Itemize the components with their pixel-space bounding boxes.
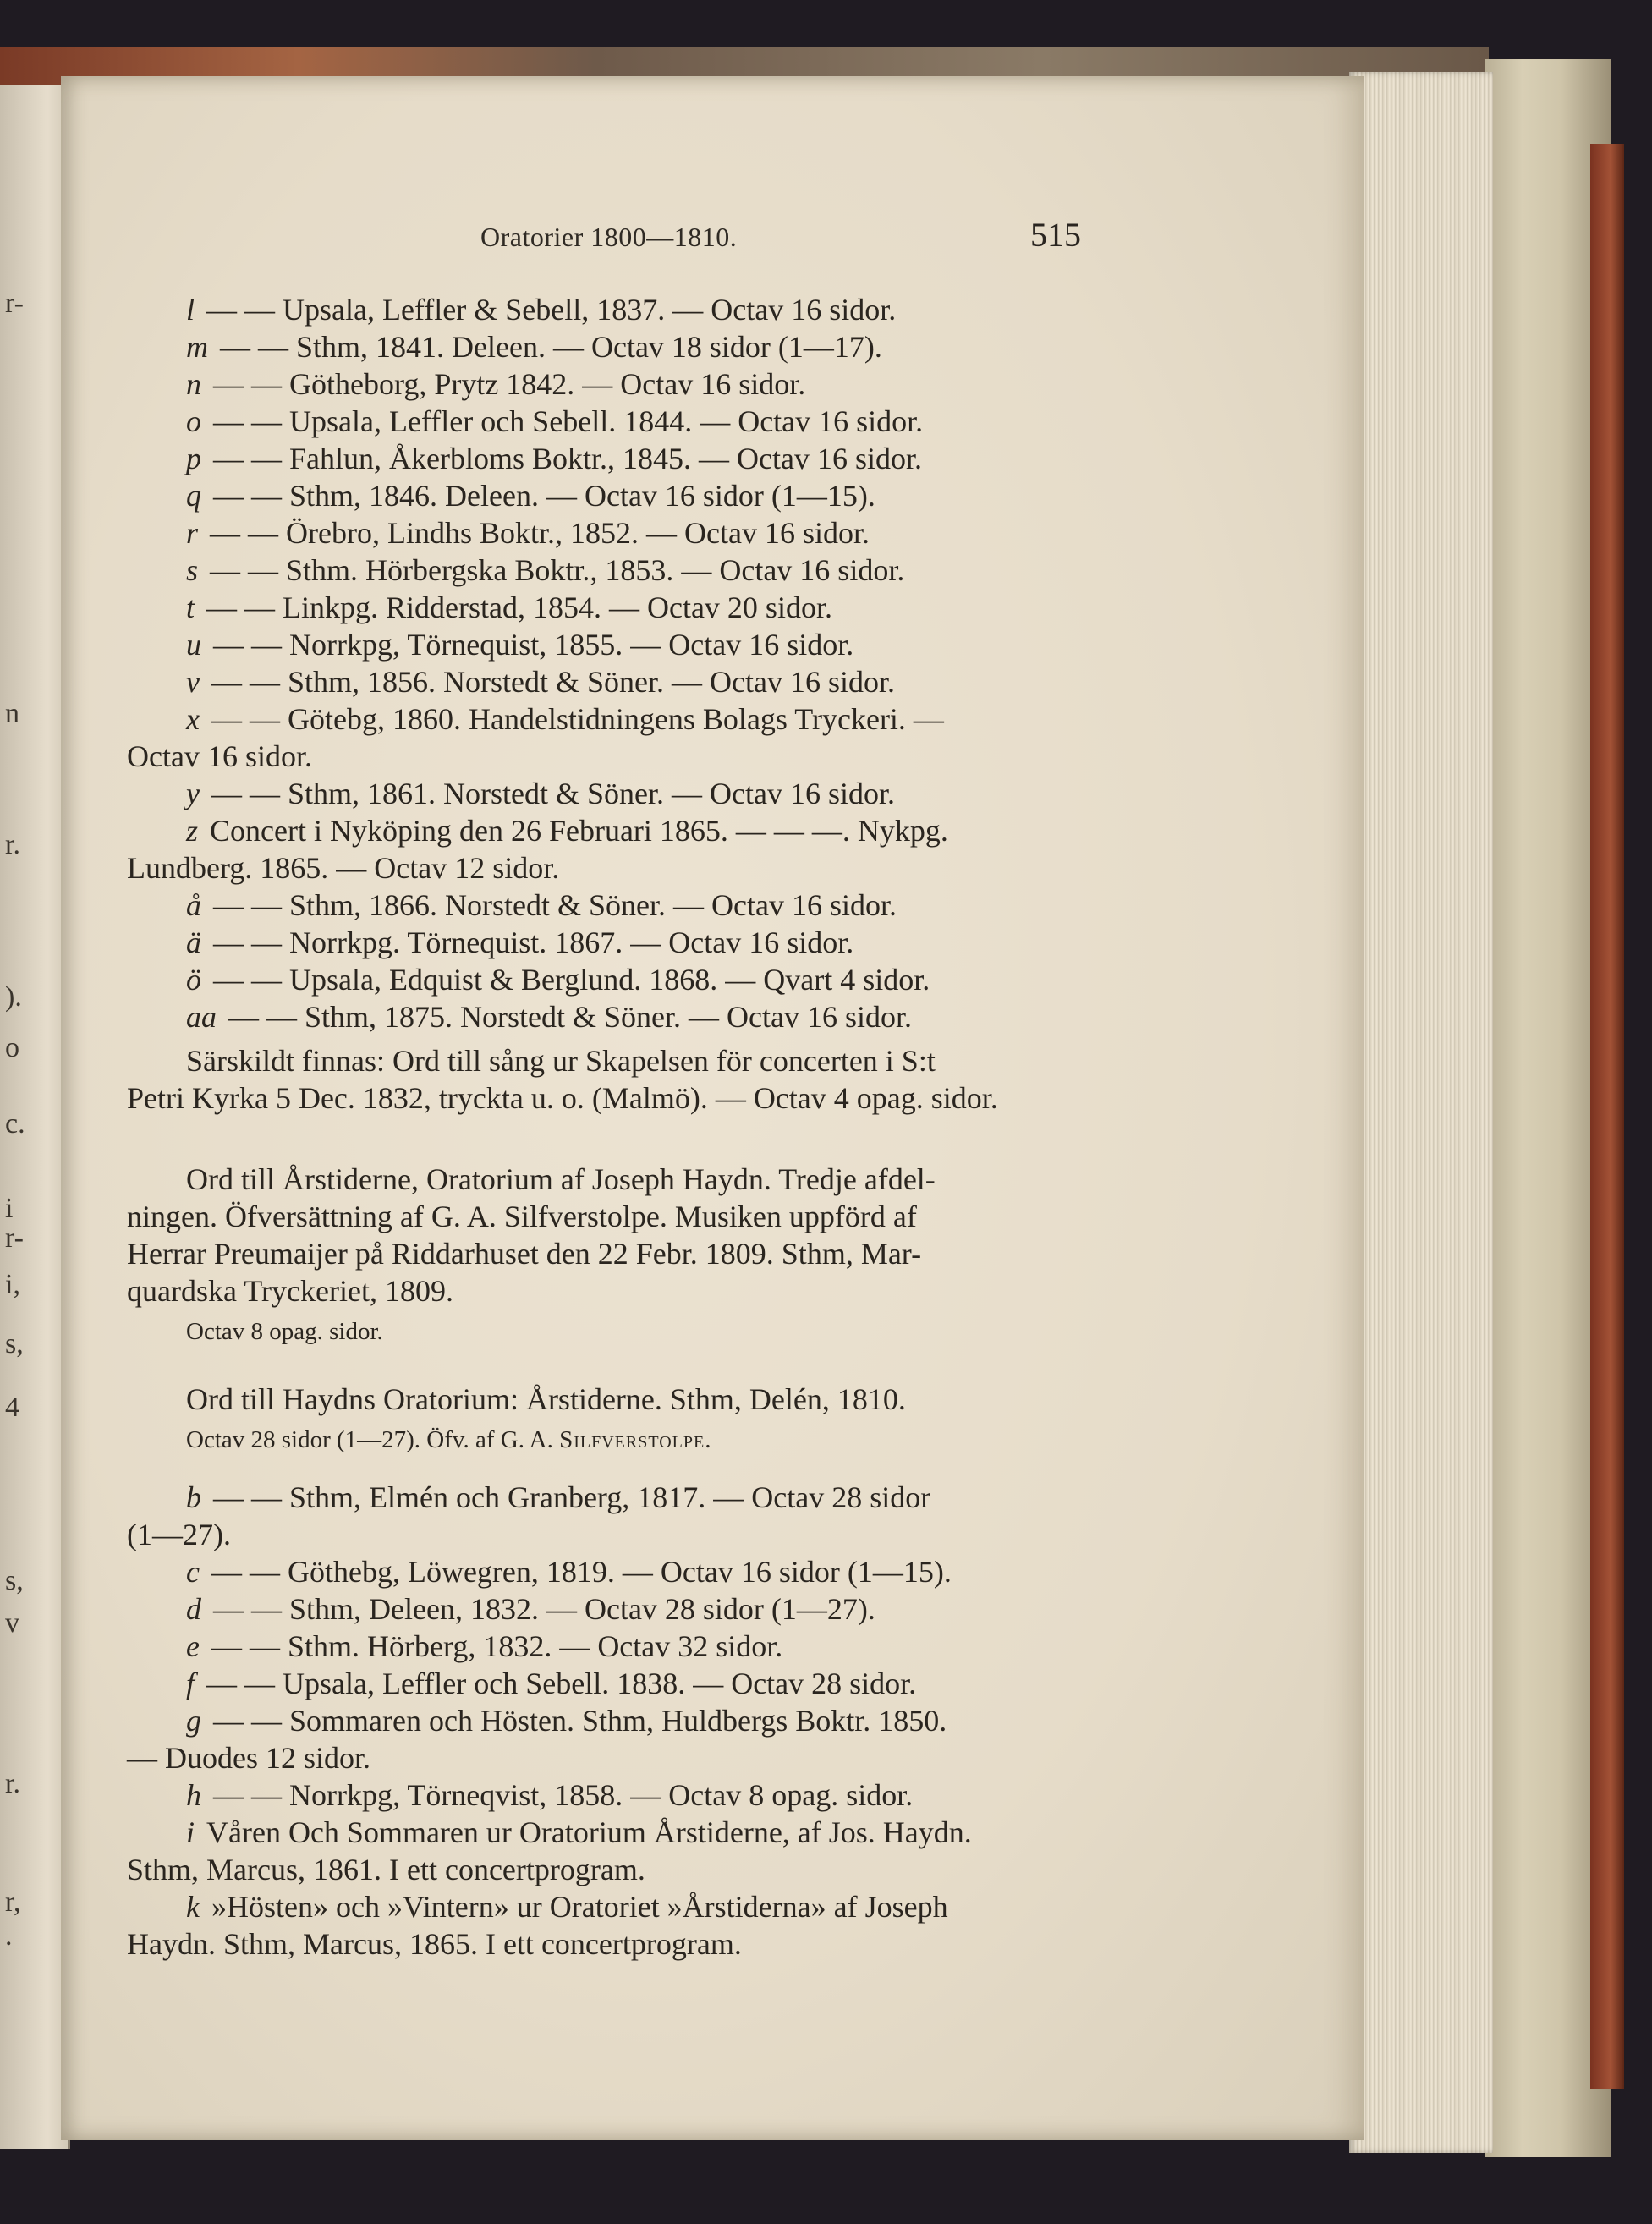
entry-letter: y: [186, 777, 200, 810]
left-page-fragment: r.: [5, 829, 20, 860]
entry-letter: k: [186, 1890, 200, 1924]
entry-text: — — Göthebg, Löwegren, 1819. — Octav 16 sidor (1—15).: [211, 1555, 952, 1589]
list-item: [186, 406, 923, 437]
entry-letter: z: [186, 814, 199, 848]
entry-letter: m: [186, 330, 208, 364]
list-item-continuation: [127, 1743, 370, 1773]
entry-text: (1—27).: [127, 1518, 231, 1551]
entry-text: — — Upsala, Edquist & Berglund. 1868. — Qvart 4 sidor.: [213, 963, 930, 997]
entry-letter: n: [186, 367, 201, 401]
left-page-fragment: r.: [5, 1768, 20, 1799]
list-item: [186, 332, 882, 362]
entry-text: Sthm, Marcus, 1861. I ett concertprogram.: [127, 1853, 645, 1886]
entry-text: — — Sthm, 1861. Norstedt & Söner. — Octav 16 sidor.: [211, 777, 895, 810]
entry-text: — — Sthm, 1856. Norstedt & Söner. — Octav 16 sidor.: [211, 665, 895, 699]
list-item-continuation: [127, 1929, 742, 1959]
entry-title: Ord till Årstiderne, Oratorium af Joseph Haydn. Tredje afdel-: [186, 1162, 936, 1196]
list-item-continuation: [127, 741, 312, 772]
list-item: [186, 294, 896, 325]
entry-text: — — Upsala, Leffler & Sebell, 1837. — Octav 16 sidor.: [206, 293, 897, 327]
entry-text: — — Örebro, Lindhs Boktr., 1852. — Octav 16 sidor.: [210, 516, 870, 550]
entry-text: — — Sommaren och Hösten. Sthm, Huldbergs Boktr. 1850.: [213, 1704, 947, 1738]
left-page-fragment: o: [5, 1032, 19, 1063]
entry-text: — — Norrkpg. Törnequist. 1867. — Octav 16 sidor.: [213, 925, 854, 959]
entry-letter: i: [186, 1815, 195, 1849]
entry-text: — — Norrkpg, Törnequist, 1855. — Octav 16 sidor.: [213, 628, 854, 662]
left-page-fragment: .: [5, 1920, 13, 1952]
entry-text: — — Götheborg, Prytz 1842. — Octav 16 sidor.: [213, 367, 806, 401]
left-page-fragment: ).: [5, 981, 22, 1013]
entry-text: — — Norrkpg, Törneqvist, 1858. — Octav 8 opag. sidor.: [213, 1778, 914, 1812]
entry-letter: f: [186, 1667, 195, 1700]
entry-text: Lundberg. 1865. — Octav 12 sidor.: [127, 851, 560, 885]
entry-text: — — Fahlun, Åkerbloms Boktr., 1845. — Octav 16 sidor.: [213, 442, 922, 475]
entry-letter: v: [186, 665, 200, 699]
entry-text: — — Götebg, 1860. Handelstidningens Bolags Tryckeri. —: [211, 702, 944, 736]
entry-note: Octav 8 opag. sidor.: [186, 1318, 383, 1345]
list-item: [186, 629, 853, 660]
entry-letter: t: [186, 590, 195, 624]
left-page-fragment: n: [5, 698, 19, 729]
entry-letter: b: [186, 1480, 201, 1514]
entry-text: — — Sthm, Deleen, 1832. — Octav 28 sidor (1—27).: [213, 1592, 875, 1626]
entry-letter: e: [186, 1629, 200, 1663]
entry-letter: c: [186, 1555, 200, 1589]
page-number: 515: [1030, 216, 1081, 254]
entry-text: — — Sthm. Hörbergska Boktr., 1853. — Octav 16 sidor.: [210, 553, 905, 587]
left-page-fragment: r-: [5, 288, 24, 319]
entry-text: — — Linkpg. Ridderstad, 1854. — Octav 20 sidor.: [206, 590, 832, 624]
left-page-fragment: c.: [5, 1108, 25, 1139]
entry-title: ningen. Öfversättning af G. A. Silfverstolpe. Musiken uppförd af: [127, 1200, 917, 1233]
entry-letter: l: [186, 293, 195, 327]
left-page-fragment: i,: [5, 1269, 20, 1300]
list-item: [186, 480, 875, 511]
entry-text: — — Sthm, Elmén och Granberg, 1817. — Octav 28 sidor: [213, 1480, 931, 1514]
entry-letter: r: [186, 516, 199, 550]
left-page-fragment: r,: [5, 1886, 21, 1918]
translator-name: Silfverstolpe.: [559, 1426, 712, 1453]
list-item: [186, 1817, 972, 1848]
special-note: Petri Kyrka 5 Dec. 1832, tryckta u. o. (Malmö). — Octav 4 opag. sidor.: [127, 1081, 998, 1115]
left-page-fragment: i: [5, 1193, 14, 1224]
entry-text: Concert i Nyköping den 26 Februari 1865. — — —. Nykpg.: [210, 814, 948, 848]
entry-letter: p: [186, 442, 201, 475]
list-item-continuation: [127, 853, 559, 883]
left-page-fragment: s,: [5, 1328, 24, 1359]
list-item: [186, 1482, 930, 1513]
left-page-fragment: s,: [5, 1565, 24, 1596]
entry-letter: å: [186, 888, 201, 922]
running-head: Oratorier 1800—1810.: [480, 222, 738, 252]
entry-text: — — Upsala, Leffler och Sebell. 1838. — Octav 28 sidor.: [206, 1667, 917, 1700]
entry-text: Haydn. Sthm, Marcus, 1865. I ett concertprogram.: [127, 1927, 742, 1961]
list-item: [186, 1002, 912, 1032]
list-item: [186, 927, 853, 958]
list-item: [186, 443, 922, 474]
list-item: [186, 667, 895, 697]
list-item-continuation: [127, 1519, 231, 1550]
entry-letter: s: [186, 553, 199, 587]
list-item: [186, 890, 897, 920]
list-item: [186, 1780, 913, 1810]
list-item: [186, 1705, 947, 1736]
entry-text: — — Sthm, 1866. Norstedt & Söner. — Octav 16 sidor.: [213, 888, 897, 922]
list-item: [186, 369, 805, 399]
left-page-fragment: 4: [5, 1392, 19, 1423]
entry-title: Herrar Preumaijer på Riddarhuset den 22 Febr. 1809. Sthm, Mar-: [127, 1237, 922, 1271]
entry-letter: h: [186, 1778, 201, 1812]
entry-text: — — Sthm, 1846. Deleen. — Octav 16 sidor (1—15).: [213, 479, 875, 513]
left-page-fragment: r-: [5, 1222, 24, 1254]
entry-letter: ö: [186, 963, 201, 997]
entry-text: — — Sthm, 1875. Norstedt & Söner. — Octav 16 sidor.: [228, 1000, 912, 1034]
entry-note: [186, 1428, 711, 1452]
list-item: [186, 1892, 948, 1922]
entry-title: Ord till Haydns Oratorium: Årstiderne. Sthm, Delén, 1810.: [186, 1382, 906, 1416]
list-item-continuation: [127, 1854, 645, 1885]
left-page-fragment: v: [5, 1607, 19, 1639]
entry-letter: g: [186, 1704, 201, 1738]
entry-text: Octav 16 sidor.: [127, 739, 312, 773]
list-item: [186, 1594, 875, 1624]
entry-letter: aa: [186, 1000, 217, 1034]
entry-text: — — Sthm. Hörberg, 1832. — Octav 32 sidor.: [211, 1629, 783, 1663]
entry-text: Våren Och Sommaren ur Oratorium Årstiderne, af Jos. Haydn.: [206, 1815, 972, 1849]
entry-text: »Hösten» och »Vintern» ur Oratoriet »Årstiderna» af Joseph: [211, 1890, 948, 1924]
entry-title: quardska Tryckeriet, 1809.: [127, 1274, 453, 1308]
entry-letter: q: [186, 479, 201, 513]
entry-letter: x: [186, 702, 200, 736]
list-item: [186, 592, 832, 623]
entry-letter: ä: [186, 925, 201, 959]
entry-letter: d: [186, 1592, 201, 1626]
entry-text: — — Upsala, Leffler och Sebell. 1844. — Octav 16 sidor.: [213, 404, 924, 438]
special-note: Särskildt finnas: Ord till sång ur Skapelsen för concerten i S:t: [186, 1044, 936, 1078]
list-item: [186, 815, 948, 846]
list-item: [186, 555, 904, 585]
list-item: [186, 1668, 916, 1699]
entry-text: — — Sthm, 1841. Deleen. — Octav 18 sidor (1—17).: [220, 330, 882, 364]
list-item: [186, 704, 944, 734]
list-item: [186, 518, 870, 548]
entry-letter: u: [186, 628, 201, 662]
entry-note-text: Octav 28 sidor (1—27). Öfv. af G. A.: [186, 1426, 553, 1453]
list-item: [186, 1557, 952, 1587]
entry-letter: o: [186, 404, 201, 438]
list-item: [186, 964, 930, 995]
entry-text: — Duodes 12 sidor.: [127, 1741, 370, 1775]
list-item: [186, 1631, 782, 1661]
list-item: [186, 778, 895, 809]
